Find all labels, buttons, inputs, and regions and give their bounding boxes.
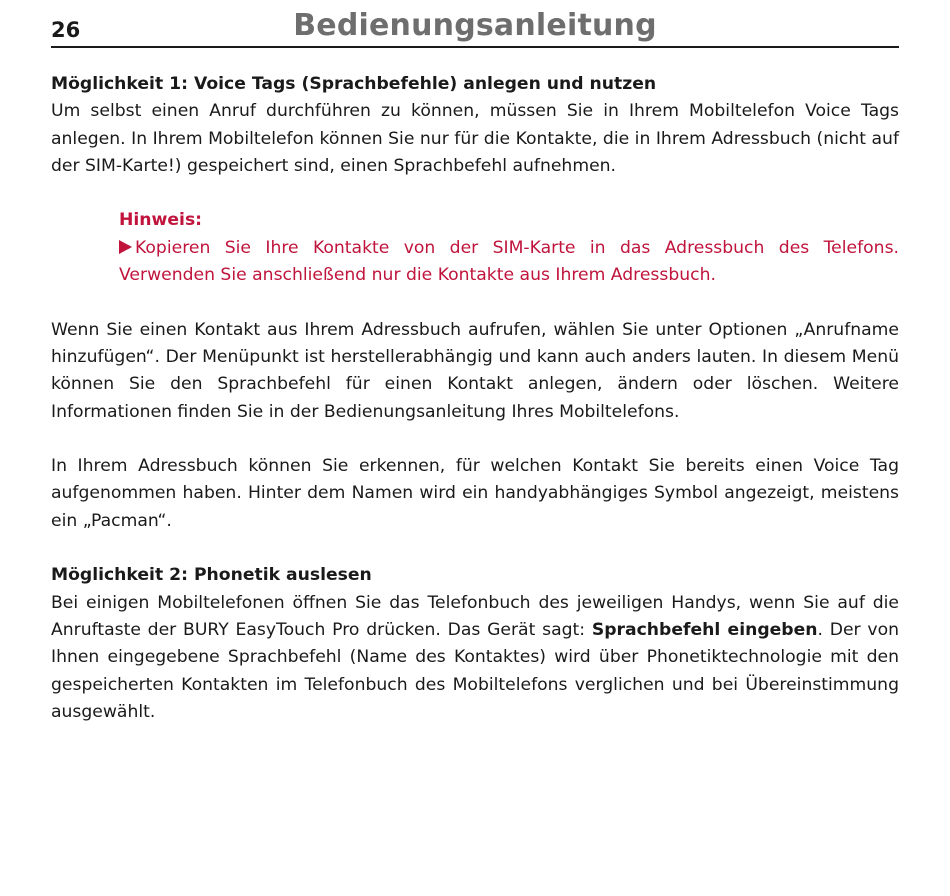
page-number: 26 (51, 18, 81, 42)
note-body (119, 235, 899, 290)
section2-text-part2: . Der von Ihnen eingegebene Sprachbefehl (Name des Kontaktes) wird über Phonetiktechnologie mit den gespeicherten Kontakten im Telefonbuch des Mobiltelefons verglichen und bei Übereinstimmung ausgewählt. (51, 619, 899, 722)
page-content (51, 71, 899, 726)
section1-paragraph-3: In Ihrem Adressbuch können Sie erkennen, für welchen Kontakt Sie bereits einen Voice Tag aufgenommen haben. Hinter dem Namen wird ein handyabhängiges Symbol angezeigt, meistens ein „Pacman“. (51, 456, 899, 531)
triangle-bullet-icon (119, 240, 132, 254)
section1-paragraph: Um selbst einen Anruf durchführen zu können, müssen Sie in Ihrem Mobiltelefon Voice Tags anlegen. In Ihrem Mobiltelefon können Sie nur für die Kontakte, die in Ihrem Adressbuch (nicht auf der SIM-Karte!) gespeichert sind, einen Sprachbefehl aufnehmen. (51, 101, 899, 176)
note-text: Kopieren Sie Ihre Kontakte von der SIM-Karte in das Adressbuch des Telefons. Verwenden Sie anschließend nur die Kontakte aus Ihrem Adressbuch. (119, 237, 899, 286)
section2-text-part1: Bei einigen Mobiltelefonen öffnen Sie das Telefonbuch des jeweiligen Handys, wenn Sie auf die Anruftaste der BURY EasyTouch Pro drücken. Das Gerät sagt: (51, 592, 899, 640)
page-header (51, 8, 899, 48)
section2-heading: Möglichkeit 2: Phonetik auslesen (51, 565, 372, 586)
section2-paragraph (51, 590, 899, 726)
section2-bold-text: Sprachbefehl eingeben (591, 619, 818, 640)
document-title: Bedienungsanleitung (293, 8, 657, 43)
note-box (119, 207, 899, 289)
section1-heading: Möglichkeit 1: Voice Tags (Sprachbefehle) anlegen und nutzen (51, 74, 657, 94)
section1-paragraph-2: Wenn Sie einen Kontakt aus Ihrem Adressbuch aufrufen, wählen Sie unter Optionen „Anrufname hinzufügen“. Der Menüpunkt ist herstellerabhängig und kann auch anders lauten. In diesem Menü können Sie den Sprachbefehl für einen Kontakt anlegen, ändern oder löschen. Weitere Informationen finden Sie in der Bedienungsanleitung Ihres Mobiltelefons. (51, 319, 899, 422)
note-title: Hinweis: (119, 210, 203, 231)
